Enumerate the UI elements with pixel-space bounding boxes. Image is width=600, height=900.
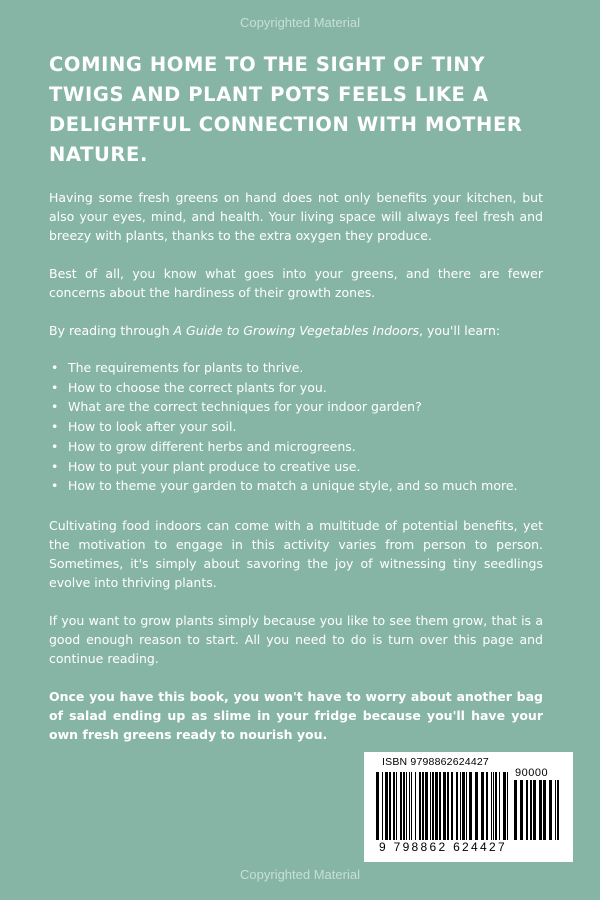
barcode-bar	[549, 780, 552, 840]
barcode-bar	[382, 772, 383, 840]
bold-closing-paragraph: Once you have this book, you won't have to worry about another bag of salad ending up as slime in your fridge because you'll have your own fresh greens ready to nourish you.	[49, 688, 543, 742]
learning-list	[49, 358, 543, 496]
barcode-bar	[376, 772, 379, 840]
barcode-bar	[443, 772, 446, 840]
barcode-bar	[533, 780, 536, 840]
barcode-bar	[411, 772, 412, 840]
copyright-watermark-top: Copyrighted Material	[240, 15, 360, 30]
barcode-bar	[396, 772, 397, 840]
barcode-bar	[385, 772, 388, 840]
barcode-bar	[439, 772, 441, 840]
barcode-bar	[469, 772, 472, 840]
intro-before: By reading through	[49, 323, 174, 338]
list-item: • What are the correct techniques for your indoor garden?	[49, 397, 543, 417]
back-cover-text	[49, 50, 543, 763]
barcode-bar	[460, 772, 461, 840]
barcode-bar	[430, 772, 431, 840]
barcode-bar	[400, 772, 402, 840]
barcode-bar	[425, 772, 428, 840]
barcode-bar	[495, 772, 497, 840]
barcode-bar	[543, 780, 546, 840]
ean-digits: 9 798862 624427	[379, 840, 507, 854]
barcode-bar	[486, 772, 488, 840]
barcode-bar	[422, 772, 424, 840]
barcode-bar	[462, 772, 465, 840]
barcode-bar	[415, 772, 416, 840]
paragraph-3: Cultivating food indoors can come with a multitude of potential benefits, yet the motivation to engage in this activity varies from person to person. Sometimes, it's simply about savoring the joy of witnessing tiny seedlings evolve into thriving plants.	[49, 517, 543, 590]
paragraph-2: Best of all, you know what goes into your greens, and there are fewer concerns about the hardiness of their growth zones.	[49, 266, 543, 300]
barcode-bar	[409, 772, 410, 840]
barcode-bar	[435, 772, 438, 840]
barcode-bar	[493, 772, 494, 840]
headline: COMING HOME TO THE SIGHT OF TINY TWIGS AND PLANT POTS FEELS LIKE A DELIGHTFUL CONNECTION WITH MOTHER NATURE.	[49, 53, 523, 166]
list-item: • The requirements for plants to thrive.	[49, 358, 543, 378]
paragraph-4: If you want to grow plants simply because you like to see them grow, that is a good enough reason to start. All you need to do is turn over this page and continue reading.	[49, 612, 543, 666]
list-item: • How to theme your garden to match a unique style, and so much more.	[49, 476, 543, 496]
barcode-bar	[406, 772, 407, 840]
barcode-bar	[466, 772, 467, 840]
barcode-bar	[393, 772, 395, 840]
book-title: A Guide to Growing Vegetables Indoors	[173, 323, 419, 338]
barcode-bar	[530, 780, 532, 840]
barcode-bar	[503, 772, 506, 840]
list-item: • How to put your plant produce to creative use.	[49, 457, 543, 477]
paragraph-1: Having some fresh greens on hand does not only benefits your kitchen, but also your eyes, mind, and health. Your living space will always feel fresh and breezy with plants, thanks to the extra oxygen they produce.	[49, 190, 543, 243]
isbn-label: ISBN 9798862624427	[382, 756, 489, 768]
barcode-bar	[389, 772, 391, 840]
barcode-bar	[499, 772, 500, 840]
barcode-bar	[475, 772, 478, 840]
barcode-bar	[526, 780, 528, 840]
barcode-bar	[419, 772, 421, 840]
barcode-bar	[456, 772, 458, 840]
copyright-watermark-bottom: Copyrighted Material	[240, 867, 360, 882]
barcode-bar	[447, 772, 449, 840]
barcode-bar	[520, 780, 523, 840]
barcode-bars-icon	[375, 772, 509, 840]
intro-after: , you'll learn:	[419, 323, 501, 338]
barcode-bar	[403, 772, 405, 840]
price-code: 90000	[515, 767, 549, 779]
barcode-bar	[539, 780, 542, 840]
barcode-bar	[514, 780, 517, 840]
barcode-bar	[555, 780, 556, 840]
isbn-barcode	[364, 752, 573, 862]
intro-paragraph	[49, 321, 543, 340]
addon-barcode-bars-icon	[513, 780, 563, 840]
list-item: • How to grow different herbs and microgreens.	[49, 437, 543, 457]
barcode-bar	[507, 772, 508, 840]
barcode-bar	[432, 772, 434, 840]
barcode-bar	[481, 772, 484, 840]
list-item: • How to choose the correct plants for you.	[49, 378, 543, 398]
list-item: • How to look after your soil.	[49, 417, 543, 437]
barcode-bar	[491, 772, 492, 840]
barcode-bar	[557, 780, 559, 840]
barcode-bar	[451, 772, 453, 840]
